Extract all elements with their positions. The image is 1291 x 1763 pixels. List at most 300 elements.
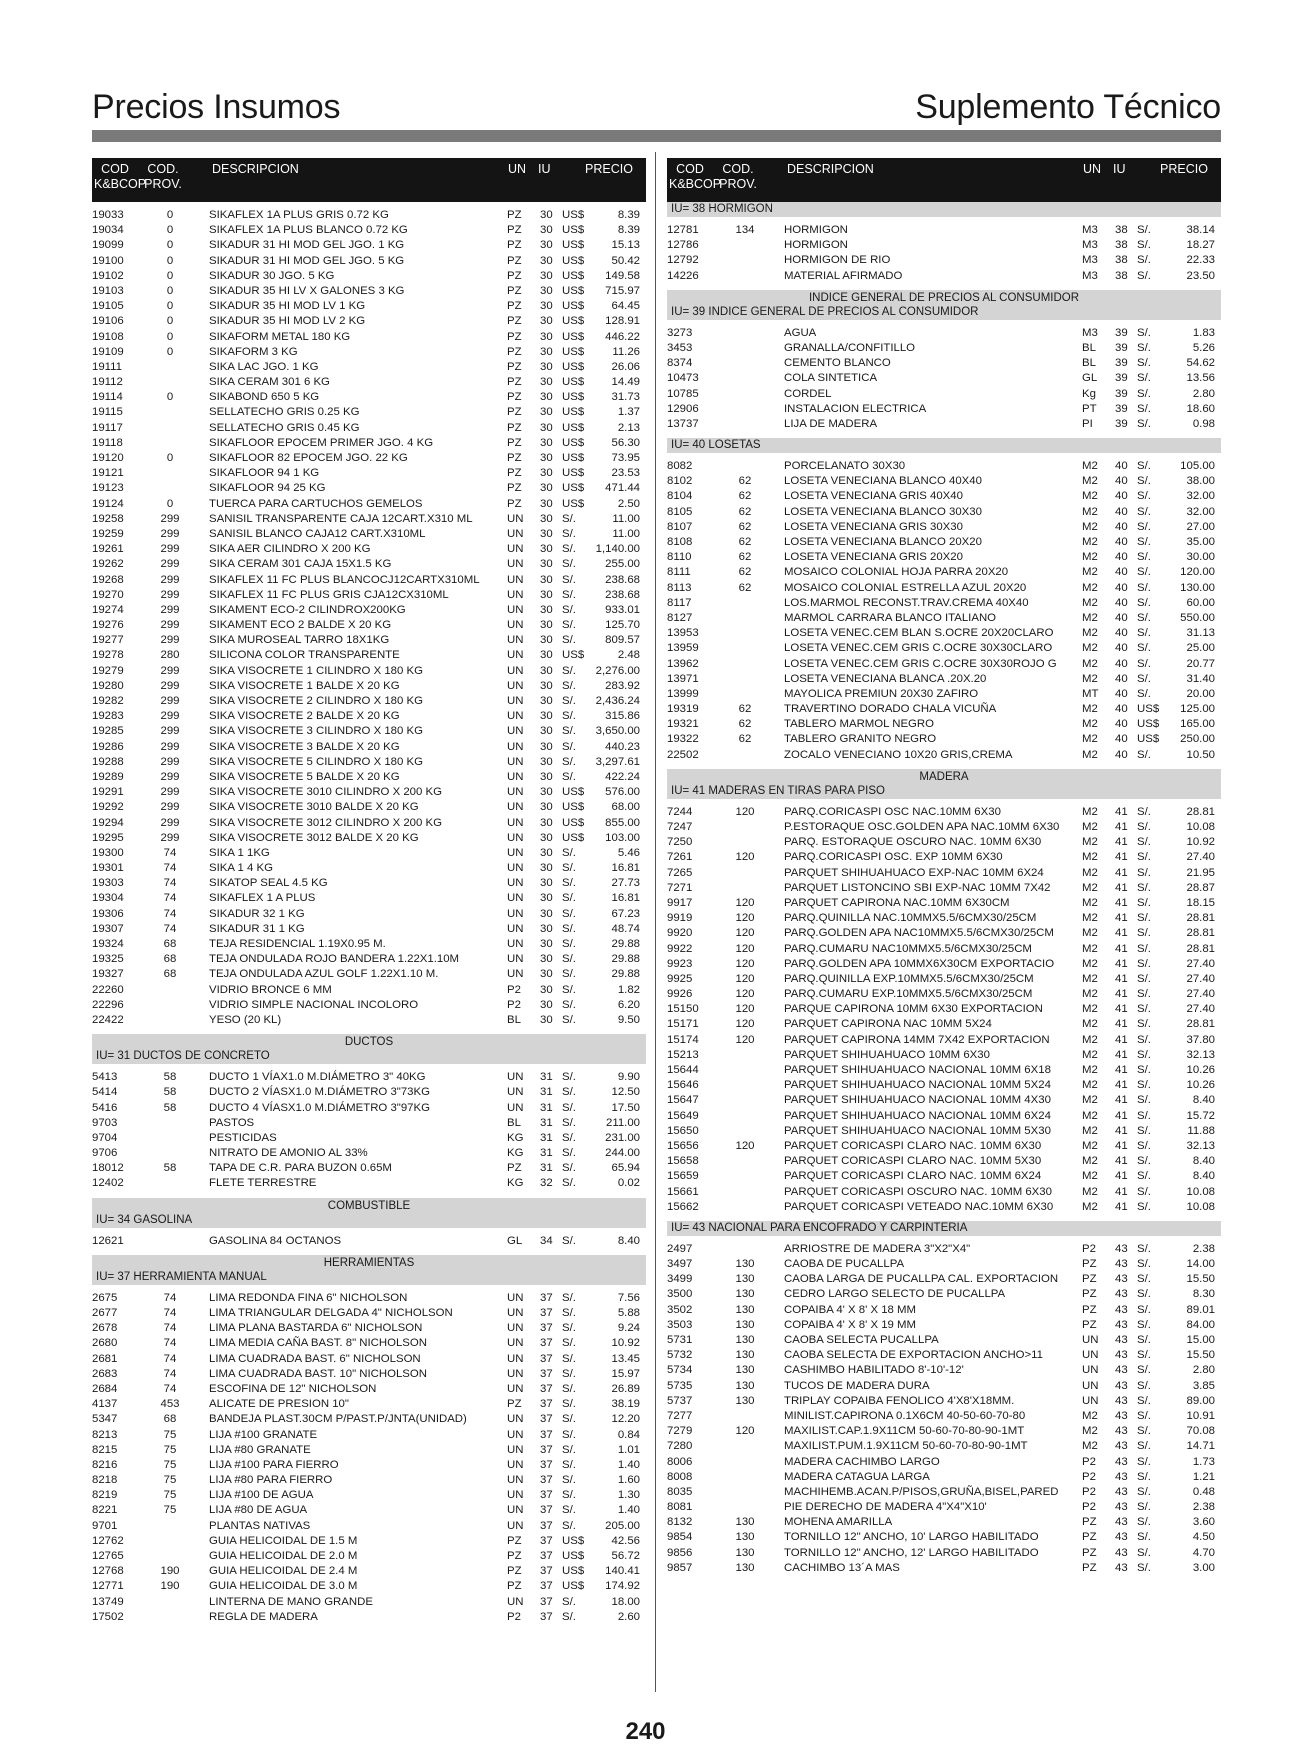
header-iu-line: IU — [538, 162, 551, 176]
cell-descripcion: LOS.MARMOL RECONST.TRAV.CREMA 40X40 — [784, 596, 1029, 609]
cell-cod-prov: 130 — [735, 1364, 755, 1377]
cell-iu: 40 — [1115, 596, 1128, 609]
cell-descripcion: MOSAICO COLONIAL HOJA PARRA 20X20 — [784, 566, 1009, 579]
cell-cod: 8117 — [667, 596, 692, 609]
cell-un: M2 — [1082, 703, 1098, 716]
cell-moneda: S/. — [562, 1013, 576, 1026]
cell-cod-prov: 74 — [163, 892, 177, 905]
cell-moneda: S/. — [1137, 1364, 1151, 1377]
cell-cod-prov: 299 — [160, 603, 180, 616]
table-row — [667, 1124, 1221, 1139]
cell-iu: 40 — [1115, 460, 1128, 473]
cell-cod: 2678 — [92, 1322, 118, 1335]
cell-cod: 19261 — [92, 543, 124, 556]
cell-iu: 41 — [1115, 1048, 1128, 1061]
cell-descripcion: TUCOS DE MADERA DURA — [784, 1379, 930, 1392]
cell-moneda: S/. — [1137, 1079, 1151, 1092]
cell-cod-prov: 130 — [735, 1303, 755, 1316]
header-cod-prov-line: PROV. — [144, 177, 182, 191]
cell-cod-prov: 62 — [738, 733, 752, 746]
cell-cod: 5735 — [667, 1379, 693, 1392]
cell-un: M2 — [1082, 1033, 1098, 1046]
cell-moneda: US$ — [562, 330, 585, 343]
cell-iu: 43 — [1115, 1501, 1128, 1514]
cell-moneda: S/. — [562, 1322, 576, 1335]
cell-cod: 3502 — [667, 1303, 693, 1316]
cell-moneda: S/. — [562, 1337, 576, 1350]
cell-descripcion: PARQUE CAPIRONA 10MM 6X30 EXPORTACION — [784, 1003, 1043, 1016]
cell-moneda: US$ — [562, 254, 585, 267]
table-row — [667, 611, 1221, 626]
cell-precio: 2,436.24 — [595, 695, 640, 707]
cell-cod-prov: 62 — [738, 520, 752, 533]
cell-iu: 41 — [1115, 1200, 1128, 1213]
cell-iu: 40 — [1115, 733, 1128, 746]
cell-precio: 10.08 — [1186, 1200, 1215, 1213]
cell-descripcion: MOSAICO COLONIAL ESTRELLA AZUL 20X20 — [784, 581, 1027, 594]
cell-moneda: US$ — [562, 284, 585, 297]
cell-iu: 30 — [540, 649, 553, 662]
cell-cod: 5737 — [667, 1394, 693, 1407]
cell-un: M2 — [1082, 657, 1098, 670]
cell-cod: 12768 — [92, 1565, 124, 1578]
cell-descripcion: GUIA HELICOIDAL DE 3.0 M — [209, 1580, 358, 1593]
cell-cod: 3273 — [667, 326, 693, 339]
table-row — [667, 269, 1221, 284]
cell-moneda: S/. — [1137, 1318, 1151, 1331]
table-row — [92, 314, 646, 329]
cell-cod-prov: 120 — [735, 1018, 755, 1031]
cell-moneda: US$ — [562, 269, 585, 282]
price-table-left — [92, 158, 646, 1631]
cell-precio: 17.50 — [611, 1101, 640, 1114]
cell-moneda: S/. — [1137, 1349, 1151, 1362]
cell-cod: 9701 — [92, 1519, 118, 1532]
cell-cod: 7261 — [667, 851, 693, 864]
cell-moneda: S/. — [562, 679, 576, 692]
cell-un: UN — [507, 831, 524, 844]
cell-iu: 37 — [540, 1580, 553, 1593]
cell-un: PZ — [507, 467, 522, 480]
cell-descripcion: SIKAFLEX 11 FC PLUS BLANCOCJ12CARTX310ML — [209, 573, 480, 586]
cell-precio: 10.91 — [1186, 1409, 1215, 1422]
cell-descripcion: LOSETA VENEC.CEM GRIS C.OCRE 30X30CLARO — [784, 642, 1053, 655]
cell-iu: 30 — [540, 831, 553, 844]
cell-moneda: US$ — [562, 376, 585, 389]
table-row — [667, 1470, 1221, 1485]
cell-moneda: S/. — [1137, 372, 1151, 385]
cell-precio: 120.00 — [1180, 566, 1215, 579]
cell-moneda: US$ — [562, 831, 585, 844]
table-row — [667, 489, 1221, 504]
cell-cod: 9923 — [667, 957, 693, 970]
table-row — [92, 1085, 646, 1100]
cell-precio: 3,297.61 — [595, 755, 640, 768]
table-row — [92, 694, 646, 709]
cell-descripcion: SIKAMENT ECO-2 CILINDROX200KG — [209, 603, 406, 616]
cell-iu: 37 — [540, 1458, 553, 1471]
cell-cod-prov: 299 — [160, 619, 180, 632]
cell-moneda: S/. — [1137, 657, 1151, 670]
cell-descripcion: PARQUET LISTONCINO SBI EXP-NAC 10MM 7X42 — [784, 881, 1051, 894]
header-cod-line: COD — [101, 162, 129, 176]
cell-cod: 12792 — [667, 254, 699, 267]
cell-descripcion: TEJA RESIDENCIAL 1.19X0.95 M. — [209, 938, 386, 950]
table-row — [667, 1033, 1221, 1048]
cell-descripcion: NITRATO DE AMONIO AL 33% — [209, 1147, 368, 1160]
cell-iu: 32 — [540, 1177, 553, 1190]
table-row — [92, 390, 646, 405]
cell-cod: 15150 — [667, 1003, 699, 1016]
cell-precio: 28.81 — [1186, 912, 1215, 925]
cell-iu: 43 — [1115, 1303, 1128, 1316]
spacer — [667, 1576, 1221, 1582]
cell-moneda: S/. — [1137, 1170, 1151, 1183]
cell-descripcion: SIKAFORM 3 KG — [209, 345, 298, 358]
cell-cod-prov: 190 — [160, 1565, 180, 1578]
section-header — [667, 290, 1221, 320]
table-row — [92, 588, 646, 603]
cell-descripcion: COPAIBA 4' X 8' X 18 MM — [784, 1303, 917, 1316]
table-row — [92, 952, 646, 967]
cell-cod-prov: 62 — [738, 490, 752, 503]
cell-precio: 9.24 — [617, 1322, 640, 1335]
cell-descripcion: TRAVERTINO DORADO CHALA VICUÑA — [784, 703, 997, 716]
cell-cod: 19112 — [92, 376, 123, 389]
table-row — [667, 1093, 1221, 1108]
cell-iu: 30 — [540, 315, 553, 328]
cell-descripcion: REGLA DE MADERA — [209, 1610, 318, 1623]
cell-un: M2 — [1082, 475, 1098, 488]
table-row — [667, 626, 1221, 641]
cell-iu: 37 — [540, 1337, 553, 1350]
cell-precio: 8.40 — [1192, 1094, 1215, 1107]
cell-cod: 15171 — [667, 1018, 699, 1031]
cell-cod-prov: 62 — [738, 551, 752, 564]
cell-cod: 2677 — [92, 1307, 118, 1319]
cell-un: PZ — [507, 254, 522, 267]
cell-iu: 41 — [1115, 942, 1128, 955]
cell-precio: 10.92 — [611, 1337, 640, 1350]
table-row — [667, 1363, 1221, 1378]
cell-cod-prov: 120 — [735, 957, 755, 970]
cell-un: PZ — [507, 421, 522, 434]
cell-descripcion: LOSETA VENECIANA BLANCA .20X.20 — [784, 672, 987, 685]
table-row — [92, 436, 646, 451]
cell-descripcion: HORMIGON — [784, 239, 848, 252]
cell-descripcion: SIKA 1 1KG — [209, 846, 270, 859]
cell-cod-prov: 120 — [735, 972, 755, 985]
cell-moneda: S/. — [1137, 805, 1151, 818]
cell-cod: 7279 — [667, 1425, 693, 1438]
cell-descripcion: SIKA VISOCRETE 3 CILINDRO X 180 KG — [209, 725, 423, 738]
cell-moneda: S/. — [1137, 927, 1151, 940]
cell-moneda: S/. — [562, 527, 576, 540]
table-row — [92, 223, 646, 238]
cell-precio: 5.26 — [1192, 341, 1215, 354]
table-row — [92, 800, 646, 815]
table-row — [667, 1169, 1221, 1184]
cell-cod: 7277 — [667, 1409, 693, 1422]
cell-moneda: US$ — [1137, 703, 1160, 716]
cell-descripcion: MACHIHEMB.ACAN.P/PISOS,GRUÑA,BISEL,PARED — [784, 1485, 1059, 1498]
cell-un: UN — [507, 1367, 524, 1380]
table-row — [667, 942, 1221, 957]
cell-cod: 15659 — [667, 1170, 699, 1183]
table-row — [92, 254, 646, 269]
table-row — [92, 1503, 646, 1518]
cell-precio: 16.81 — [611, 862, 640, 875]
table-row — [667, 1303, 1221, 1318]
cell-iu: 43 — [1115, 1561, 1128, 1574]
cell-descripcion: PARQUET CORICASPI OSCURO NAC. 10MM 6X30 — [784, 1185, 1052, 1198]
cell-iu: 43 — [1115, 1485, 1128, 1498]
table-row — [667, 1409, 1221, 1424]
cell-precio: 238.68 — [605, 588, 640, 601]
cell-cod: 19114 — [92, 391, 123, 404]
cell-descripcion: PASTOS — [209, 1116, 255, 1129]
cell-cod: 12621 — [92, 1234, 124, 1247]
cell-descripcion: PARQ.CORICASPI OSC. EXP 10MM 6X30 — [784, 851, 1003, 864]
cell-precio: 89.01 — [1186, 1303, 1215, 1316]
cell-cod: 13749 — [92, 1595, 124, 1608]
cell-precio: 11.00 — [612, 527, 640, 540]
cell-moneda: S/. — [1137, 536, 1151, 548]
cell-precio: 2.13 — [617, 421, 640, 434]
cell-precio: 440.23 — [605, 740, 640, 753]
cell-un: UN — [1082, 1394, 1099, 1407]
cell-moneda: S/. — [1137, 851, 1151, 864]
header-cod-line: K&BCOP — [94, 177, 147, 191]
cell-un: M2 — [1082, 581, 1098, 594]
cell-cod: 3497 — [667, 1258, 693, 1271]
cell-moneda: US$ — [1137, 718, 1160, 731]
cell-cod-prov: 75 — [163, 1504, 177, 1517]
cell-descripcion: SIKA LAC JGO. 1 KG — [209, 360, 319, 373]
cell-moneda: S/. — [1137, 596, 1151, 609]
cell-cod: 19288 — [92, 755, 124, 768]
cell-cod: 3500 — [667, 1288, 693, 1301]
cell-moneda: S/. — [562, 1234, 576, 1247]
table-row — [667, 1154, 1221, 1169]
cell-moneda: S/. — [562, 695, 576, 707]
cell-precio: 8.40 — [617, 1234, 640, 1247]
cell-cod-prov: 74 — [163, 877, 177, 890]
cell-descripcion: PARQUET SHIHUAHUACO EXP-NAC 10MM 6X24 — [784, 866, 1044, 879]
cell-iu: 30 — [540, 527, 553, 540]
cell-descripcion: PLANTAS NATIVAS — [209, 1519, 311, 1532]
table-row — [92, 1534, 646, 1549]
cell-cod: 22422 — [92, 1013, 124, 1026]
cell-precio: 15.97 — [611, 1367, 640, 1380]
table-row — [667, 1530, 1221, 1545]
cell-cod-prov: 0 — [166, 254, 174, 267]
cell-un: M2 — [1082, 1079, 1098, 1092]
cell-un: BL — [507, 1116, 521, 1129]
cell-un: M2 — [1082, 642, 1098, 655]
cell-iu: 41 — [1115, 1185, 1128, 1198]
section-title: INDICE GENERAL DE PRECIOS AL CONSUMIDOR — [808, 291, 1080, 304]
cell-iu: 43 — [1115, 1349, 1128, 1362]
cell-iu: 43 — [1115, 1531, 1128, 1544]
table-row — [92, 1382, 646, 1397]
cell-iu: 30 — [540, 953, 553, 966]
table-row — [667, 341, 1221, 356]
cell-cod-prov: 130 — [735, 1318, 755, 1331]
cell-moneda: S/. — [562, 1101, 576, 1114]
cell-precio: 8.39 — [617, 224, 640, 237]
cell-cod: 9706 — [92, 1147, 118, 1160]
header-precio-line: PRECIO — [1160, 162, 1208, 176]
cell-descripcion: SIKAFLOOR 94 1 KG — [209, 467, 320, 480]
cell-iu: 30 — [540, 619, 553, 632]
cell-precio: 28.81 — [1186, 942, 1215, 955]
cell-un: M2 — [1082, 1018, 1098, 1031]
cell-descripcion: SIKA VISOCRETE 3012 CILINDRO X 200 KG — [209, 816, 442, 829]
cell-cod-prov: 130 — [735, 1516, 755, 1529]
table-row — [92, 1519, 646, 1534]
cell-iu: 30 — [540, 436, 553, 449]
cell-iu: 40 — [1115, 687, 1128, 700]
cell-moneda: US$ — [562, 345, 585, 358]
cell-precio: 70.08 — [1186, 1425, 1215, 1438]
cell-descripcion: ALICATE DE PRESION 10" — [209, 1398, 349, 1411]
table-row — [92, 907, 646, 922]
cell-cod: 12402 — [92, 1177, 124, 1190]
table-row — [667, 1394, 1221, 1409]
cell-moneda: S/. — [1137, 627, 1151, 640]
table-row — [92, 1176, 646, 1191]
cell-precio: 32.13 — [1186, 1139, 1215, 1152]
cell-descripcion: PARQUET CORICASPI CLARO NAC. 10MM 5X30 — [784, 1155, 1042, 1168]
cell-un: P2 — [1082, 1242, 1096, 1255]
cell-moneda: S/. — [1137, 1064, 1151, 1076]
cell-cod: 9925 — [667, 972, 693, 985]
cell-cod-prov: 75 — [163, 1443, 177, 1456]
table-row — [667, 911, 1221, 926]
cell-un: PZ — [1082, 1561, 1097, 1574]
cell-iu: 41 — [1115, 805, 1128, 818]
table-row — [667, 1485, 1221, 1500]
cell-iu: 30 — [540, 452, 553, 464]
cell-cod-prov: 130 — [735, 1258, 755, 1271]
table-row — [667, 520, 1221, 535]
cell-iu: 30 — [540, 209, 553, 221]
cell-iu: 30 — [540, 482, 553, 495]
cell-un: KG — [507, 1147, 524, 1160]
table-row — [667, 1257, 1221, 1272]
table-row — [667, 371, 1221, 386]
cell-un: UN — [507, 1595, 524, 1608]
cell-un: UN — [507, 1101, 524, 1114]
cell-cod: 8221 — [92, 1504, 118, 1517]
cell-descripcion: MATERIAL AFIRMADO — [784, 269, 903, 282]
cell-descripcion: GUIA HELICOIDAL DE 1.5 M — [209, 1534, 358, 1547]
cell-cod-prov: 74 — [163, 922, 177, 935]
cell-iu: 30 — [540, 634, 553, 647]
cell-un: M2 — [1082, 1003, 1098, 1016]
cell-moneda: S/. — [562, 755, 576, 768]
cell-precio: 20.77 — [1186, 657, 1215, 670]
cell-iu: 37 — [540, 1565, 553, 1578]
cell-cod-prov: 299 — [160, 573, 180, 586]
cell-precio: 8.40 — [1192, 1170, 1215, 1183]
cell-precio: 89.00 — [1186, 1394, 1215, 1407]
cell-un: UN — [507, 892, 524, 905]
cell-moneda: S/. — [562, 892, 576, 905]
header-cod-line: K&BCOP — [669, 177, 722, 191]
cell-cod: 19111 — [92, 360, 122, 373]
table-row — [92, 861, 646, 876]
cell-un: PZ — [1082, 1258, 1097, 1271]
cell-cod-prov: 130 — [735, 1349, 755, 1362]
cell-cod: 19259 — [92, 527, 124, 540]
cell-iu: 30 — [540, 573, 553, 586]
cell-un: M2 — [1082, 912, 1098, 925]
cell-precio: 238.68 — [605, 573, 640, 586]
cell-precio: 37.80 — [1186, 1033, 1215, 1046]
table-row — [667, 641, 1221, 656]
cell-un: UN — [507, 679, 524, 692]
cell-descripcion: PARQ.QUINILLA NAC.10MMX5.5/6CMX30/25CM — [784, 912, 1037, 925]
cell-iu: 40 — [1115, 642, 1128, 655]
cell-un: M2 — [1082, 1094, 1098, 1107]
cell-un: PT — [1082, 402, 1097, 415]
cell-un: UN — [507, 755, 524, 768]
cell-precio: 65.94 — [611, 1162, 640, 1175]
cell-un: UN — [507, 1071, 524, 1084]
cell-cod: 13959 — [667, 642, 699, 655]
cell-iu: 40 — [1115, 566, 1128, 579]
cell-un: M2 — [1082, 490, 1098, 503]
cell-cod: 8110 — [667, 551, 692, 564]
cell-descripcion: DUCTO 4 VÍASX1.0 M.DIÁMETRO 3"97KG — [209, 1101, 430, 1114]
cell-descripcion: TRIPLAY COPAIBA FENOLICO 4'X8'X18MM. — [784, 1394, 1015, 1407]
cell-un: UN — [507, 512, 524, 525]
header-descripcion — [787, 162, 874, 177]
cell-descripcion: PARQ.GOLDEN APA NAC10MMX5.5/6CMX30/25CM — [784, 927, 1054, 940]
cell-descripcion: HORMIGON — [784, 224, 848, 236]
cell-descripcion: PARQ.GOLDEN APA 10MMX6X30CM EXPORTACIO — [784, 957, 1055, 970]
table-row — [667, 820, 1221, 835]
cell-moneda: S/. — [1137, 254, 1151, 267]
cell-iu: 43 — [1115, 1318, 1128, 1331]
cell-precio: 32.00 — [1186, 505, 1215, 518]
cell-iu: 30 — [540, 725, 553, 738]
cell-precio: 67.23 — [611, 907, 640, 920]
cell-un: P2 — [1082, 1455, 1096, 1468]
cell-precio: 50.42 — [611, 254, 640, 267]
cell-cod-prov: 58 — [163, 1162, 177, 1175]
cell-cod: 8111 — [667, 566, 691, 579]
cell-descripcion: SIKADUR 35 HI MOD LV 2 KG — [209, 315, 366, 328]
cell-descripcion: PARQUET SHIHUAHUACO 10MM 6X30 — [784, 1048, 990, 1061]
cell-moneda: S/. — [1137, 748, 1151, 761]
cell-iu: 37 — [540, 1489, 553, 1502]
cell-descripcion: CEMENTO BLANCO — [784, 357, 891, 370]
section-title: DUCTOS — [344, 1036, 394, 1049]
cell-moneda: S/. — [1137, 912, 1151, 925]
cell-iu: 30 — [540, 376, 553, 389]
cell-cod-prov: 74 — [163, 862, 177, 875]
cell-iu: 37 — [540, 1382, 553, 1395]
cell-descripcion: SIKAFLEX 1A PLUS GRIS 0.72 KG — [209, 209, 389, 221]
cell-precio: 3.60 — [1192, 1516, 1215, 1529]
cell-moneda: S/. — [562, 619, 576, 632]
cell-cod-prov: 299 — [160, 634, 180, 647]
cell-descripcion: ZOCALO VENECIANO 10X20 GRIS,CREMA — [784, 748, 1013, 761]
cell-precio: 14.00 — [1186, 1258, 1215, 1271]
